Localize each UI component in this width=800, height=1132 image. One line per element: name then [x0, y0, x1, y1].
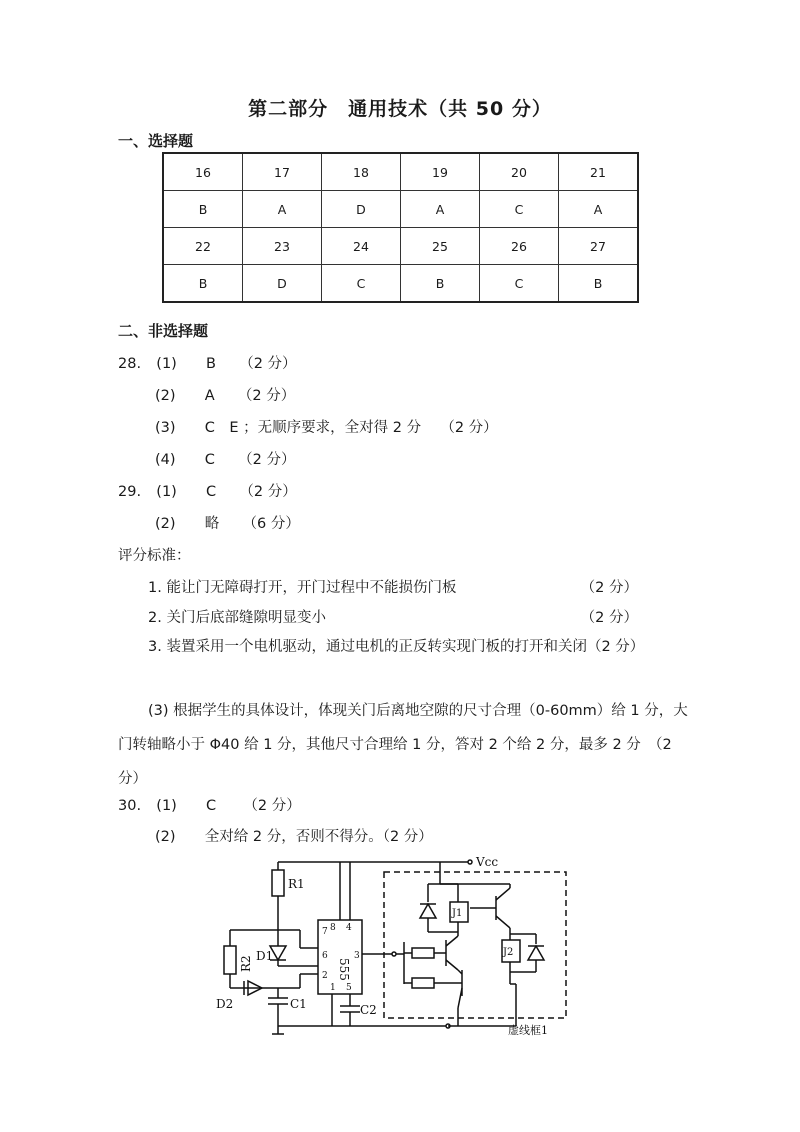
box-label: 虚线框1 [508, 1024, 548, 1037]
table-cell: 24 [322, 228, 401, 265]
q28-item-2 [155, 384, 295, 405]
q28-item-3 [155, 416, 498, 437]
item-score: （2 分） [238, 452, 296, 468]
pin-7: 7 [322, 927, 328, 937]
section-heading-choice: 一、选择题 [118, 132, 194, 150]
item-answer: 全对给 2 分，否则不得分。（2 分） [204, 829, 433, 845]
item-answer: C [206, 484, 217, 500]
item-answer: C [206, 798, 217, 814]
section-heading-non-choice: 二、非选择题 [118, 322, 209, 340]
resistor-inner-1 [412, 948, 434, 958]
circuit-diagram [200, 848, 580, 1038]
table-cell: A [559, 191, 639, 228]
table-cell: 20 [480, 153, 559, 191]
table-cell: C [322, 265, 401, 303]
table-cell: 18 [322, 153, 401, 191]
j1-label: J1 [452, 908, 463, 919]
item-score: （6 分） [242, 516, 300, 532]
q28-item-4 [155, 448, 295, 469]
table-cell: 25 [401, 228, 480, 265]
question-number: 28. [118, 356, 142, 372]
item-label: (1) [156, 356, 177, 372]
question-number: 30. [118, 798, 142, 814]
item-answer: C E ；无顺序要求，全对得 2 分 [204, 420, 422, 436]
pin-2: 2 [322, 971, 328, 981]
resistor-inner-2 [412, 978, 434, 988]
page-title: 第二部分 通用技术（共 50 分） [248, 98, 552, 120]
table-cell: C [480, 191, 559, 228]
pin-8: 8 [330, 923, 336, 933]
r1-label: R1 [288, 877, 305, 891]
vcc-label: Vcc [476, 855, 499, 869]
item-label: (3) [155, 420, 176, 436]
item-score: （2 分） [239, 356, 297, 372]
criterion-1-score: （2 分） [580, 580, 638, 596]
item-answer: B [206, 356, 216, 372]
r2-label: R2 [239, 955, 253, 972]
table-row [163, 228, 638, 265]
table-row [163, 191, 638, 228]
criterion-2-score: （2 分） [580, 610, 638, 626]
d2-label: D2 [216, 997, 234, 1011]
item-answer: C [204, 452, 215, 468]
table-cell: 26 [480, 228, 559, 265]
table-cell: 17 [243, 153, 322, 191]
item-score: （2 分） [239, 484, 297, 500]
diode-j2 [528, 946, 544, 960]
pin-6: 6 [322, 951, 328, 961]
vcc-terminal [468, 860, 472, 864]
table-cell: A [243, 191, 322, 228]
table-cell: B [163, 265, 243, 303]
resistor-r1 [272, 870, 284, 896]
q30-item-2 [155, 825, 433, 846]
criterion-1: 1. 能让门无障碍打开，开门过程中不能损伤门板 [148, 580, 457, 596]
c2-label: C2 [360, 1003, 377, 1017]
table-cell: B [401, 265, 480, 303]
item-label: (2) [155, 829, 176, 845]
criteria-heading: 评分标准： [118, 548, 191, 564]
pin-5: 5 [346, 983, 352, 993]
table-row [163, 265, 638, 303]
item-label: (1) [156, 484, 177, 500]
dashed-box-1 [384, 872, 566, 1018]
item-answer: A [204, 388, 215, 404]
d1-label: D1 [256, 949, 274, 963]
item-label: (1) [156, 798, 177, 814]
c1-label: C1 [290, 997, 307, 1011]
table-cell: 22 [163, 228, 243, 265]
q30-item-1 [118, 794, 301, 815]
answer-table [162, 152, 639, 303]
pin-3: 3 [354, 951, 360, 961]
table-cell: C [480, 265, 559, 303]
item-score: （2 分） [243, 798, 301, 814]
item-label: (4) [155, 452, 176, 468]
q29-item-1 [118, 480, 297, 501]
item-label: (2) [155, 516, 176, 532]
table-cell: 23 [243, 228, 322, 265]
j2-label: J2 [503, 947, 514, 958]
item-score: （2 分） [440, 420, 498, 436]
criterion-4: (3) 根据学生的具体设计，体现关门后离地空隙的尺寸合理（0-60mm）给 1 分，大门转轴略小于 Φ40 给 1 分，其他尺寸合理给 1 分，答对 2 个给 2 分，最多 2 分 （2 分） [118, 703, 688, 787]
table-cell: 21 [559, 153, 639, 191]
ic-label: 555 [337, 958, 351, 981]
q28-item-1 [118, 352, 297, 373]
criterion-3: 3. 装置采用一个电机驱动，通过电机的正反转实现门板的打开和关闭（2 分） [148, 639, 645, 655]
resistor-r2 [224, 946, 236, 974]
criterion-2: 2. 关门后底部缝隙明显变小 [148, 610, 326, 626]
table-cell: 27 [559, 228, 639, 265]
table-cell: A [401, 191, 480, 228]
table-cell: D [322, 191, 401, 228]
q29-item-2 [155, 512, 300, 533]
table-cell: 19 [401, 153, 480, 191]
diode-j1 [420, 904, 436, 918]
item-answer: 略 [204, 516, 220, 532]
table-row [163, 153, 638, 191]
pin-4: 4 [346, 923, 352, 933]
table-cell: B [559, 265, 639, 303]
table-cell: 16 [163, 153, 243, 191]
item-label: (2) [155, 388, 176, 404]
table-cell: B [163, 191, 243, 228]
pin-1: 1 [330, 983, 336, 993]
question-number: 29. [118, 484, 142, 500]
item-score: （2 分） [237, 388, 296, 404]
table-cell: D [243, 265, 322, 303]
